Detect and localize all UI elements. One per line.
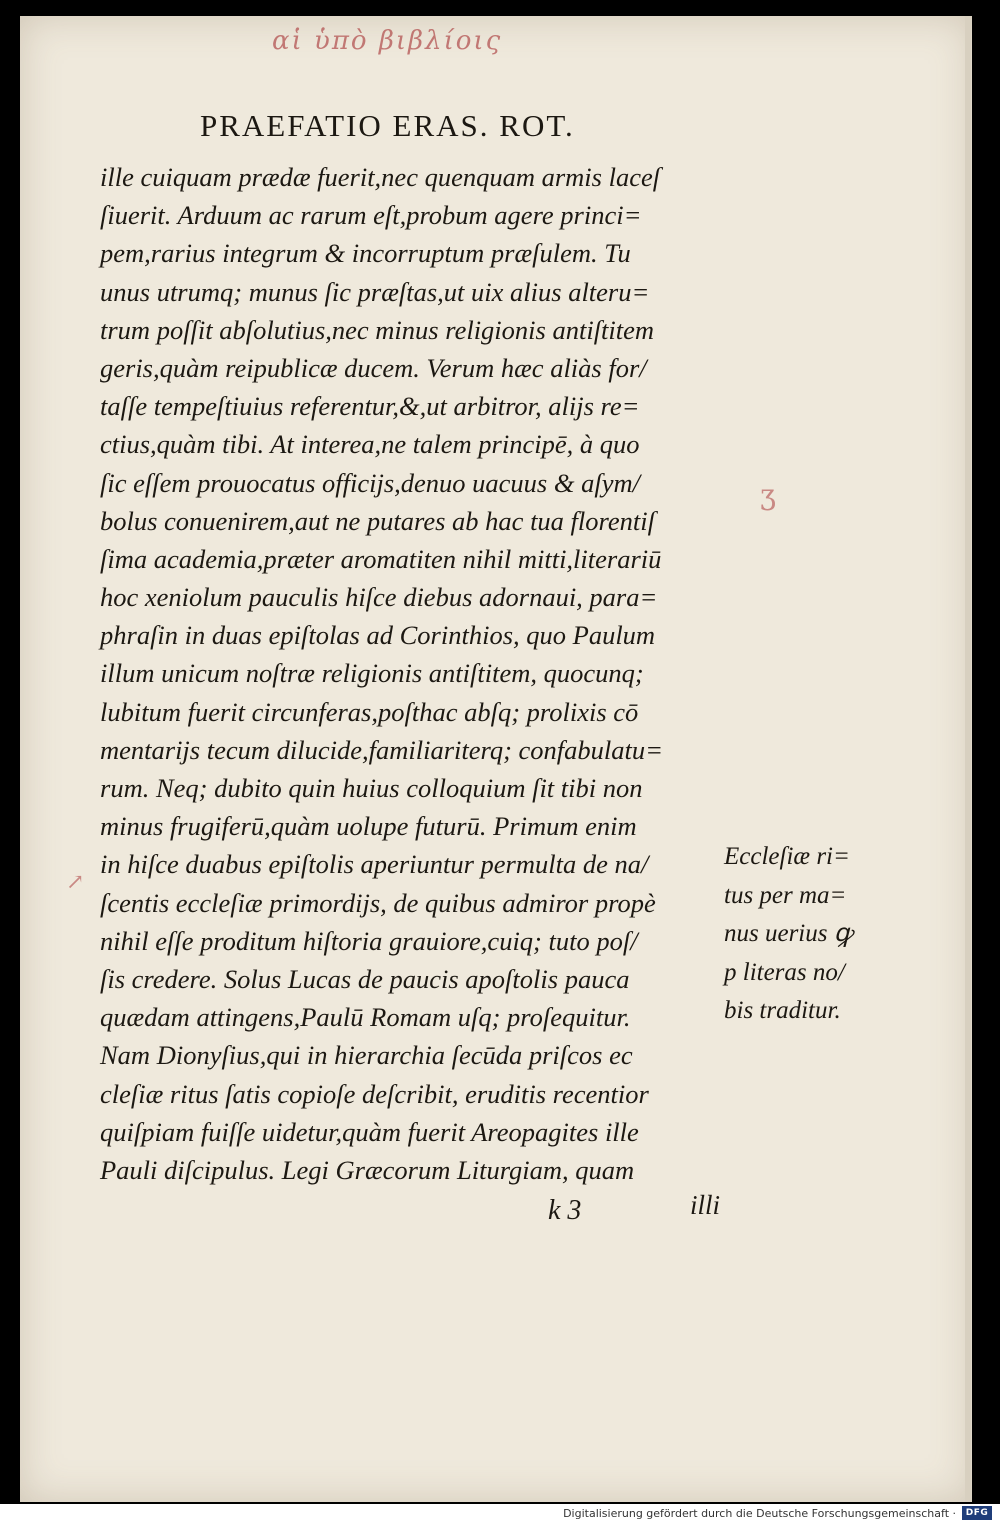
text-line: mentarijs tecum dilucide,familiariterq; confabulatu= (100, 734, 664, 765)
text-line: lubitum fuerit circunferas,poſthac abſq; prolixis cō (100, 696, 639, 727)
red-pencil-mark-icon: ↗ (66, 870, 85, 895)
text-line: taſſe tempeſtiuius referentur,&,ut arbitror, alijs re= (100, 391, 640, 422)
text-line: ſcentis eccleſiæ primordijs, de quibus admiror propè (100, 887, 656, 918)
dfg-logo: DFG (962, 1506, 992, 1520)
catchword: illi (690, 1190, 721, 1220)
text-line: quiſpiam fuiſſe uidetur,quàm fuerit Areopagites ille (100, 1116, 639, 1147)
text-line: nihil eſſe proditum hiſtoria grauiore,cuiq; tuto poſ/ (100, 925, 638, 956)
text-line: unus utrumq; munus ſic præſtas,ut uix alius alteru= (100, 276, 650, 307)
text-line: Nam Dionyſius,qui in hierarchia ſecūda priſcos ec (100, 1040, 633, 1071)
marginal-note-line: tus per ma= (724, 881, 847, 909)
body-text (100, 158, 730, 1189)
text-line: trum poſſit abſolutius,nec minus religionis antiſtitem (100, 314, 655, 345)
text-line: in hiſce duabus epiſtolis aperiuntur permulta de na/ (100, 849, 649, 880)
marginal-note-line: bis traditur. (724, 997, 841, 1024)
text-line: cleſiæ ritus ſatis copioſe deſcribit, eruditis recentior (100, 1078, 649, 1109)
text-line: geris,quàm reipublicæ ducem. Verum hæc aliàs for/ (100, 352, 647, 383)
manuscript-note: αἱ ὑπὸ βιβλίοις (272, 26, 503, 56)
text-line: rum. Neq; dubito quin huius colloquium ſit tibi non (100, 773, 643, 803)
text-line: ctius,quàm tibi. At interea,ne talem principē, à quo (100, 429, 640, 460)
marginal-note-line: nus uerius ꝙ (724, 920, 853, 947)
text-line: ſis credere. Solus Lucas de paucis apoſtolis pauca (100, 963, 630, 994)
text-line: illum unicum noſtræ religionis antiſtitem, quocunq; (100, 658, 644, 689)
signature-mark: k 3 (548, 1195, 582, 1226)
footer-credit: Digitalisierung gefördert durch die Deutsche Forschungsgemeinschaft · (563, 1507, 956, 1520)
text-line: Pauli diſcipulus. Legi Græcorum Liturgiam, quam (100, 1154, 635, 1185)
red-pencil-mark-icon: ʒ (760, 478, 776, 511)
text-line: pem,rarius integrum & incorruptum præſulem. Tu (100, 238, 631, 269)
text-line: phraſin in duas epiſtolas ad Corinthios, quo Paulum (100, 620, 656, 651)
text-line: hoc xeniolum pauculis hiſce diebus adornaui, para= (100, 582, 658, 613)
text-line: bolus conuenirem,aut ne putares ab hac tua florentiſ (100, 505, 655, 536)
marginal-note (724, 838, 853, 1031)
marginal-note-line: p literas no/ (724, 958, 845, 986)
text-line: ſic eſſem prouocatus officijs,denuo uacuus & aſym/ (100, 467, 640, 498)
marginal-note-line: Eccleſiæ ri= (724, 843, 850, 870)
running-head: PRAEFATIO ERAS. ROT. (200, 108, 575, 143)
text-line: quædam attingens,Paulū Romam uſq; proſequitur. (100, 1002, 631, 1033)
text-line: ille cuiquam prædæ fuerit,nec quenquam armis laceſ (100, 162, 661, 192)
page-edge (965, 16, 971, 1502)
text-line: minus frugiferū,quàm uolupe futurū. Primum enim (100, 811, 637, 842)
text-line: ſima academia,præter aromatiten nihil mitti,literariū (100, 543, 662, 574)
text-line: ſiuerit. Arduum ac rarum eſt,probum agere princi= (100, 200, 642, 231)
